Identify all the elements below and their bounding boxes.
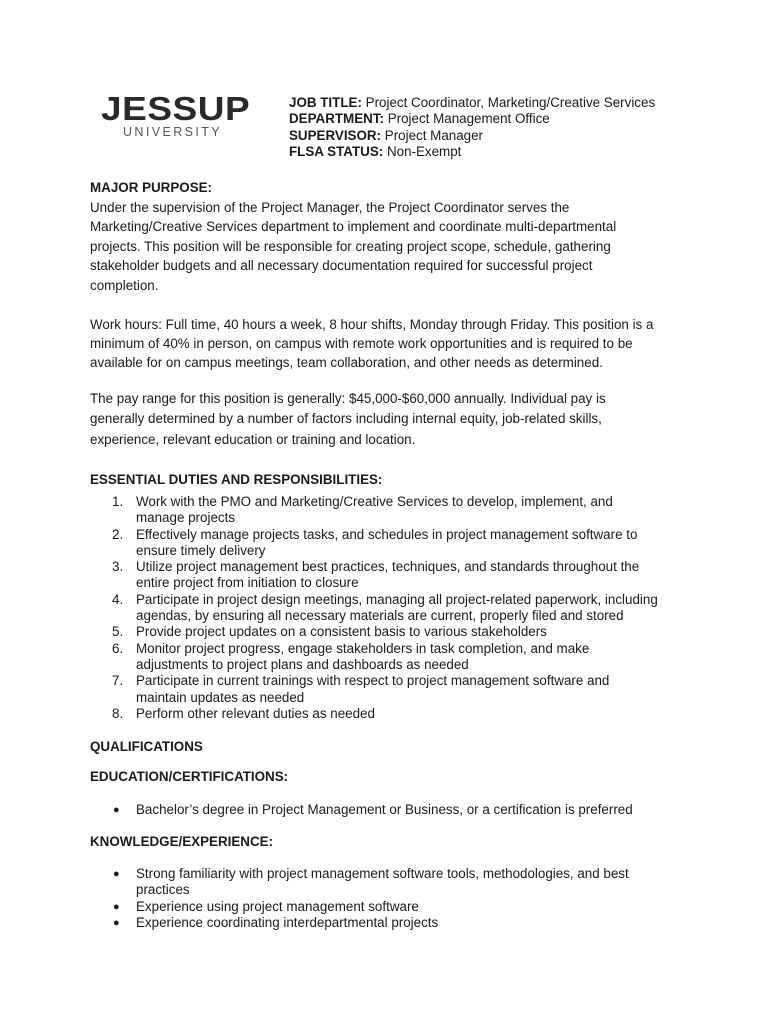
list-item-line: Bachelor’s degree in Project Management or Business, or a certification is preferred bbox=[136, 802, 633, 817]
list-item-line: Experience coordinating interdepartmental projects bbox=[136, 914, 439, 930]
list-item bbox=[110, 527, 670, 560]
list-item bbox=[110, 641, 670, 674]
list-number: 3. bbox=[112, 559, 124, 575]
list-item bbox=[110, 866, 670, 899]
paragraph-line: available for on campus meetings, team collaboration, and other needs as determined. bbox=[90, 354, 603, 370]
work-hours-paragraph bbox=[90, 316, 710, 372]
paragraph-line: stakeholder budgets and all necessary documentation required for successful project bbox=[90, 258, 593, 274]
list-item bbox=[110, 673, 670, 706]
list-item-line: manage projects bbox=[136, 510, 235, 526]
list-number: 8. bbox=[112, 705, 124, 721]
list-item bbox=[110, 915, 670, 931]
flsa-status-label: FLSA STATUS: bbox=[289, 143, 384, 159]
job-title-value: Project Coordinator, Marketing/Creative Services bbox=[365, 95, 656, 110]
list-item bbox=[110, 592, 670, 625]
list-item bbox=[110, 494, 670, 527]
list-item bbox=[110, 899, 670, 915]
list-item-line: Effectively manage projects tasks, and schedules in project management software to bbox=[136, 526, 638, 542]
list-number: 4. bbox=[112, 591, 124, 607]
logo-subtitle: UNIVERSITY bbox=[123, 125, 223, 139]
list-number: 5. bbox=[112, 624, 124, 640]
list-item-line: Provide project updates on a consistent basis to various stakeholders bbox=[136, 624, 547, 640]
paragraph-line: minimum of 40% in person, on campus with remote work opportunities and is required to be bbox=[90, 335, 633, 351]
bullet-icon: ● bbox=[113, 900, 120, 913]
list-item-line: Experience using project management software bbox=[136, 898, 419, 914]
paragraph-line: Marketing/Creative Services department to implement and coordinate multi-departmental bbox=[90, 219, 617, 235]
list-item bbox=[110, 802, 670, 818]
list-item-line: Participate in project design meetings, managing all project-related paperwork, including bbox=[136, 591, 658, 607]
paragraph-line: generally determined by a number of factors including internal equity, job-related skills, bbox=[90, 411, 602, 427]
flsa-status-value: Non-Exempt bbox=[386, 143, 462, 159]
list-number: 7. bbox=[112, 673, 124, 689]
paragraph-line: projects. This position will be responsible for creating project scope, schedule, gathering bbox=[90, 238, 611, 254]
supervisor-label: SUPERVISOR: bbox=[289, 127, 382, 143]
list-item-line: maintain updates as needed bbox=[136, 689, 305, 705]
list-item-line: Participate in current trainings with respect to project management software and bbox=[136, 673, 610, 689]
department-value: Project Management Office bbox=[387, 111, 550, 127]
logo-wordmark: JESSUP bbox=[101, 90, 251, 127]
list-item-line: Perform other relevant duties as needed bbox=[136, 705, 375, 721]
bullet-icon: ● bbox=[113, 804, 120, 816]
list-item-line: adjustments to project plans and dashboards as needed bbox=[136, 656, 469, 672]
list-item-line: Monitor project progress, engage stakeholders in task completion, and make bbox=[136, 640, 590, 656]
duties-heading: ESSENTIAL DUTIES AND RESPONSIBILITIES: bbox=[90, 472, 383, 487]
list-item bbox=[110, 706, 670, 722]
jessup-university-logo bbox=[101, 92, 267, 140]
list-item-line: Strong familiarity with project management software tools, methodologies, and best bbox=[136, 866, 629, 881]
bullet-icon: ● bbox=[113, 916, 120, 929]
list-item-line: practices bbox=[136, 882, 190, 898]
major-purpose-paragraph bbox=[90, 198, 690, 295]
department-row bbox=[289, 111, 655, 127]
duties-list bbox=[110, 494, 670, 722]
list-item-line: Utilize project management best practices, techniques, and standards throughout the bbox=[136, 559, 640, 575]
supervisor-row bbox=[289, 128, 655, 144]
job-header bbox=[289, 95, 655, 160]
list-number: 1. bbox=[112, 494, 124, 509]
supervisor-value: Project Manager bbox=[384, 127, 484, 143]
job-title-label: JOB TITLE: bbox=[289, 95, 362, 110]
qualifications-heading: QUALIFICATIONS bbox=[90, 739, 203, 754]
list-item-line: Work with the PMO and Marketing/Creative Services to develop, implement, and bbox=[136, 494, 613, 509]
job-title-row bbox=[289, 95, 655, 111]
list-number: 6. bbox=[112, 640, 124, 656]
knowledge-list bbox=[110, 866, 670, 931]
list-item-line: agendas, by ensuring all necessary materials are current, properly filed and stored bbox=[136, 608, 624, 624]
paragraph-line: Under the supervision of the Project Manager, the Project Coordinator serves the bbox=[90, 200, 570, 215]
paragraph-line: The pay range for this position is generally: $45,000-$60,000 annually. Individual pay is bbox=[90, 391, 606, 406]
department-label: DEPARTMENT: bbox=[289, 111, 384, 127]
list-item bbox=[110, 624, 670, 640]
education-list bbox=[110, 802, 670, 818]
paragraph-line: Work hours: Full time, 40 hours a week, 8 hour shifts, Monday through Friday. This position is a bbox=[90, 317, 654, 332]
flsa-status-row bbox=[289, 144, 655, 160]
major-purpose-heading: MAJOR PURPOSE: bbox=[90, 180, 213, 195]
knowledge-heading: KNOWLEDGE/EXPERIENCE: bbox=[90, 834, 274, 849]
education-heading: EDUCATION/CERTIFICATIONS: bbox=[90, 769, 289, 784]
paragraph-line: experience, relevant education or training and location. bbox=[90, 431, 416, 447]
list-item-line: entire project from initiation to closure bbox=[136, 575, 359, 591]
list-number: 2. bbox=[112, 526, 124, 542]
pay-range-paragraph bbox=[90, 389, 690, 450]
list-item bbox=[110, 559, 670, 592]
bullet-icon: ● bbox=[113, 868, 120, 880]
paragraph-line: completion. bbox=[90, 277, 159, 293]
list-item-line: ensure timely delivery bbox=[136, 542, 266, 558]
